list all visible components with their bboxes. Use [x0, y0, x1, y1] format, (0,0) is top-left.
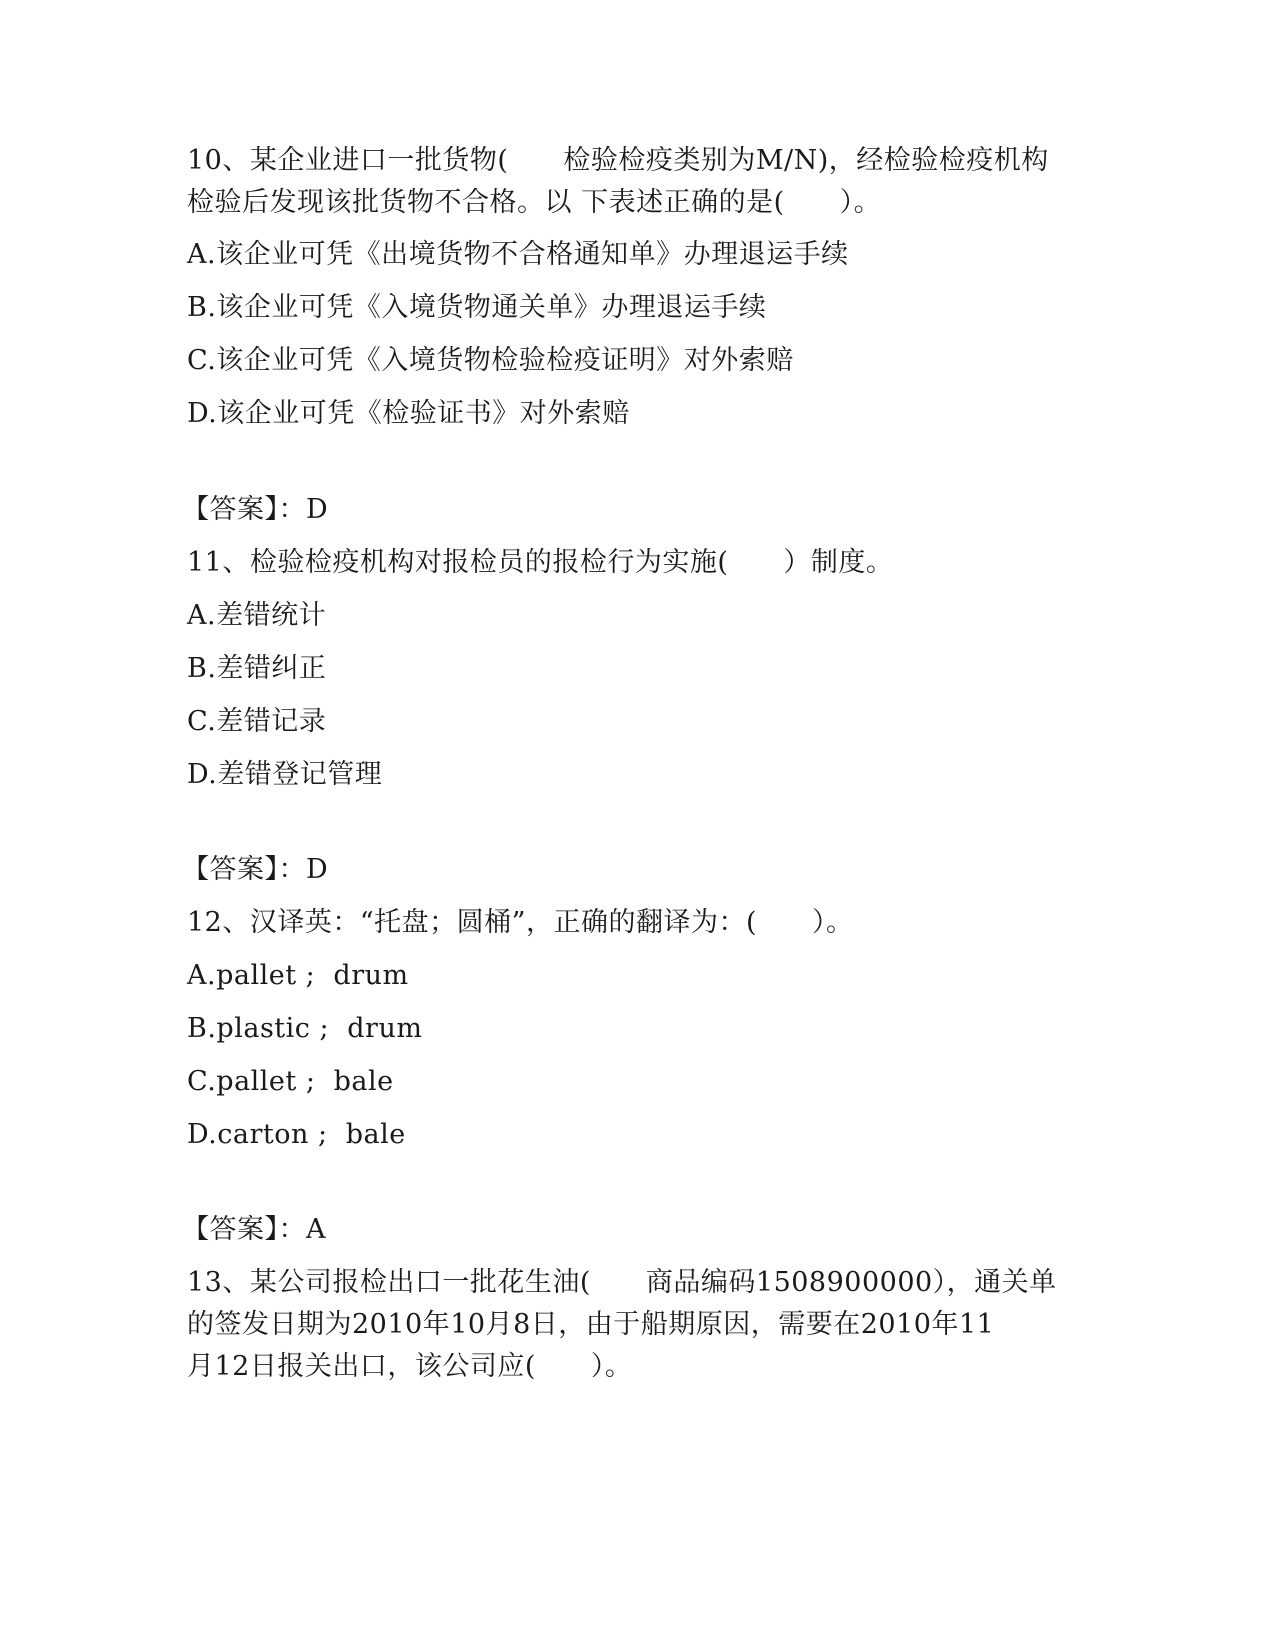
question-12-option-b: B.plastic ; drum [187, 1013, 423, 1044]
question-11-option-c: C.差错记录 [187, 706, 327, 737]
question-10-option-d: D.该企业可凭《检验证书》对外索赔 [187, 398, 630, 429]
question-11-option-b: B.差错纠正 [187, 653, 327, 684]
question-12-option-c: C.pallet ; bale [187, 1066, 394, 1097]
question-11-answer: 【答案】：D [182, 854, 329, 885]
question-10-option-a: A.该企业可凭《出境货物不合格通知单》办理退运手续 [187, 239, 849, 270]
question-13-stem-line-2: 的签发日期为2010年10月8日，由于船期原因，需要在2010年11 [187, 1309, 995, 1340]
question-11-option-a: A.差错统计 [187, 600, 327, 631]
question-10-option-c: C.该企业可凭《入境货物检验检疫证明》对外索赔 [187, 345, 794, 376]
question-10-stem-line-2: 检验后发现该批货物不合格。以 下表述正确的是( ）。 [187, 187, 882, 218]
question-12-option-d: D.carton ; bale [187, 1119, 406, 1150]
question-11-stem-line-1: 11、检验检疫机构对报检员的报检行为实施( ）制度。 [187, 547, 894, 578]
question-13-stem-line-1: 13、某公司报检出口一批花生油( 商品编码1508900000），通关单 [187, 1267, 1057, 1298]
question-13-stem-line-3: 月12日报关出口，该公司应( ）。 [187, 1351, 633, 1382]
question-12-answer: 【答案】：A [182, 1214, 326, 1245]
question-10-option-b: B.该企业可凭《入境货物通关单》办理退运手续 [187, 292, 767, 323]
question-12-stem-line-1: 12、汉译英：“托盘；圆桶”，正确的翻译为：( ）。 [187, 907, 854, 938]
question-12-option-a: A.pallet ; drum [187, 960, 409, 991]
question-10-stem-line-1: 10、某企业进口一批货物( 检验检疫类别为M/N)，经检验检疫机构 [187, 145, 1049, 176]
question-10-answer: 【答案】：D [182, 494, 329, 525]
question-11-option-d: D.差错登记管理 [187, 759, 383, 790]
